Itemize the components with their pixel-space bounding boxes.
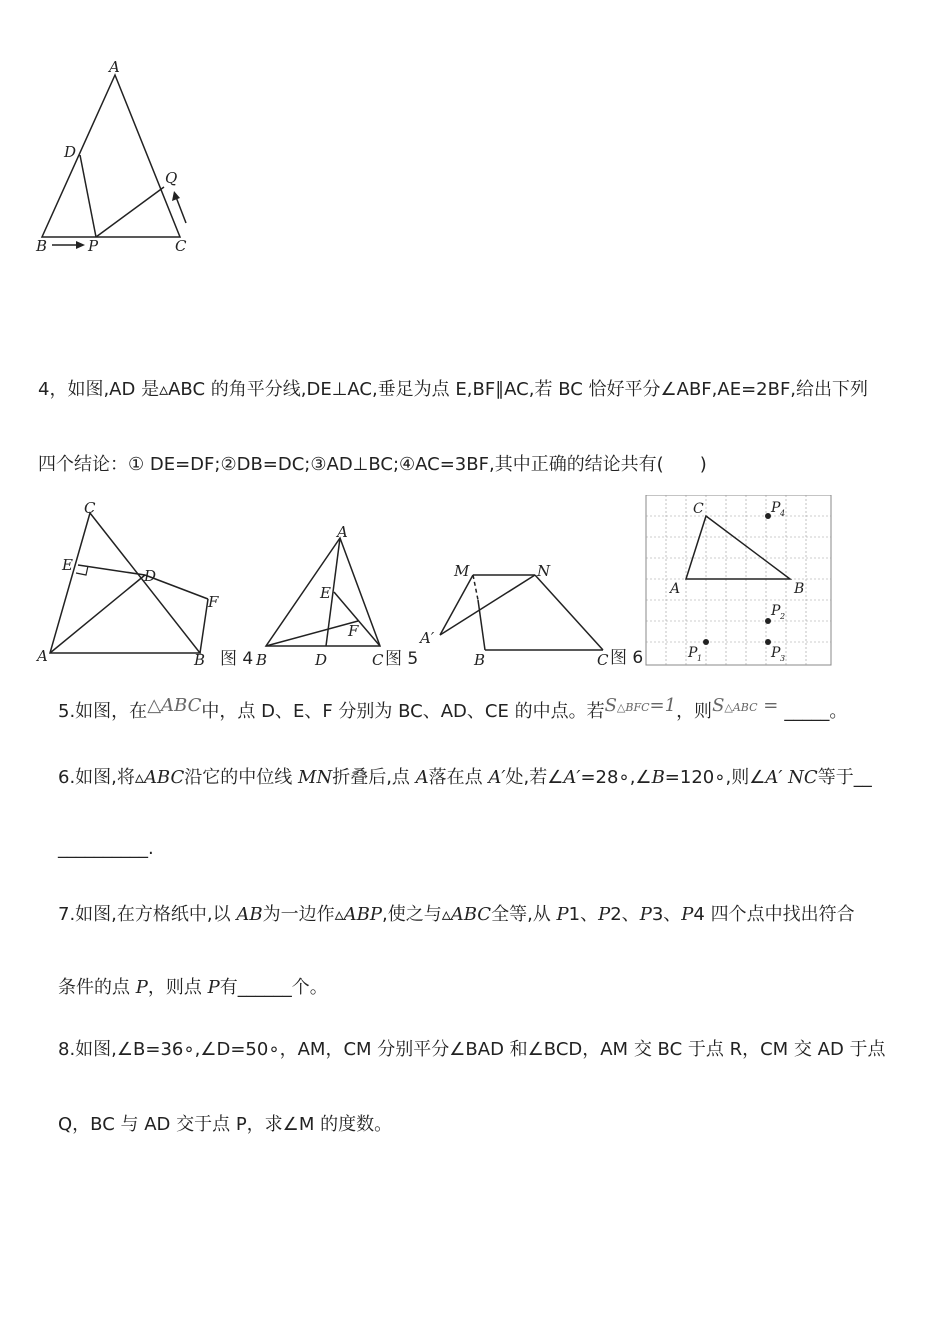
q5-blank: _____。 <box>784 701 848 722</box>
figure-folded-triangle <box>418 555 618 675</box>
fig6-label-B: B <box>794 581 805 597</box>
fig6-label-P1-sub: 1 <box>697 654 703 663</box>
q5-line <box>58 697 847 723</box>
label-D: D <box>64 143 77 161</box>
q5-mid: 中，点 D、E、F 分别为 BC、AD、CE 的中点。若 <box>201 701 605 722</box>
q8-line2: Q，BC 与 AD 交于点 P，求∠M 的度数。 <box>58 1114 393 1135</box>
fig5-label-D: D <box>315 651 328 669</box>
q5-then: ，则 <box>676 701 713 722</box>
label-B: B <box>36 237 48 255</box>
figure-4 <box>30 495 268 675</box>
figure-triangle-moving-points <box>30 55 200 265</box>
fig4-label-D: D <box>144 567 157 585</box>
folded-label-M: M <box>454 562 470 580</box>
label-C: C <box>175 237 187 255</box>
folded-label-C: C <box>597 651 609 669</box>
fig5-label-F: F <box>348 622 359 640</box>
label-P: P <box>88 237 99 255</box>
fig4-label-C: C <box>84 499 96 517</box>
folded-label-N: N <box>537 562 551 580</box>
q5-prefix: 5.如图，在 <box>58 701 148 722</box>
fig5-label-E: E <box>320 584 331 602</box>
fig5-caption: 图 5 <box>385 649 419 669</box>
fig6-label-P2: P <box>771 603 781 619</box>
q5-area-abc: S△ABC = <box>712 695 779 716</box>
fig4-label-E: E <box>62 556 73 574</box>
folded-label-B: B <box>474 651 486 669</box>
label-Q: Q <box>165 169 178 187</box>
q4-line1: 4，如图,AD 是▵ABC 的角平分线,DE⊥AC,垂足为点 E,BF∥AC,若 BC 恰好平分∠ABF,AE=2BF,给出下列 <box>38 379 869 400</box>
fig4-label-B: B <box>194 651 206 669</box>
q6-line1: 6.如图,将▵ABC沿它的中位线 MN折叠后,点 A落在点 A′处,若∠A′=28∘,∠B=120∘,则∠A′ NC等于__ <box>58 767 872 788</box>
q7-line1: 7.如图,在方格纸中,以 AB为一边作▵ABP,使之与▵ABC全等,从 P1、P2、P3、P4 四个点中找出符合 <box>58 904 855 925</box>
folded-label-A-prime: A′ <box>420 629 435 647</box>
q8-line1: 8.如图,∠B=36∘,∠D=50∘，AM，CM 分别平分∠BAD 和∠BCD，AM 交 BC 于点 R，CM 交 AD 于点 <box>58 1039 886 1060</box>
fig5-label-C: C <box>372 651 384 669</box>
fig4-label-F: F <box>208 593 219 611</box>
fig5-label-A: A <box>337 523 348 541</box>
fig6-label-P4: P <box>771 500 781 516</box>
fig6-label-A: A <box>670 581 681 597</box>
fig5-label-B: B <box>256 651 268 669</box>
fig6-label-P3: P <box>771 645 781 661</box>
fig6-label-P4-sub: 4 <box>780 509 786 518</box>
fig6-label-P3-sub: 3 <box>780 654 786 663</box>
q6-line2: __________. <box>58 838 154 859</box>
label-A: A <box>109 58 120 76</box>
fig6-caption: 图 6 <box>610 648 644 668</box>
q5-area-bfc: S△BFC=1 <box>604 695 677 716</box>
figure-5 <box>248 520 428 675</box>
fig4-label-A: A <box>37 647 48 665</box>
fig6-label-P2-sub: 2 <box>780 612 786 621</box>
fig4-caption: 图 4 <box>220 649 254 669</box>
fig6-label-C: C <box>693 501 704 517</box>
q4-line2: 四个结论：① DE=DF;②DB=DC;③AD⊥BC;④AC=3BF,其中正确的结论共有( ) <box>38 454 707 475</box>
fig6-label-P1: P <box>688 645 698 661</box>
q7-line2: 条件的点 P，则点 P有______个。 <box>58 977 328 998</box>
figure-6-grid <box>600 495 840 670</box>
q5-triangle-abc: △ABC <box>147 695 202 716</box>
